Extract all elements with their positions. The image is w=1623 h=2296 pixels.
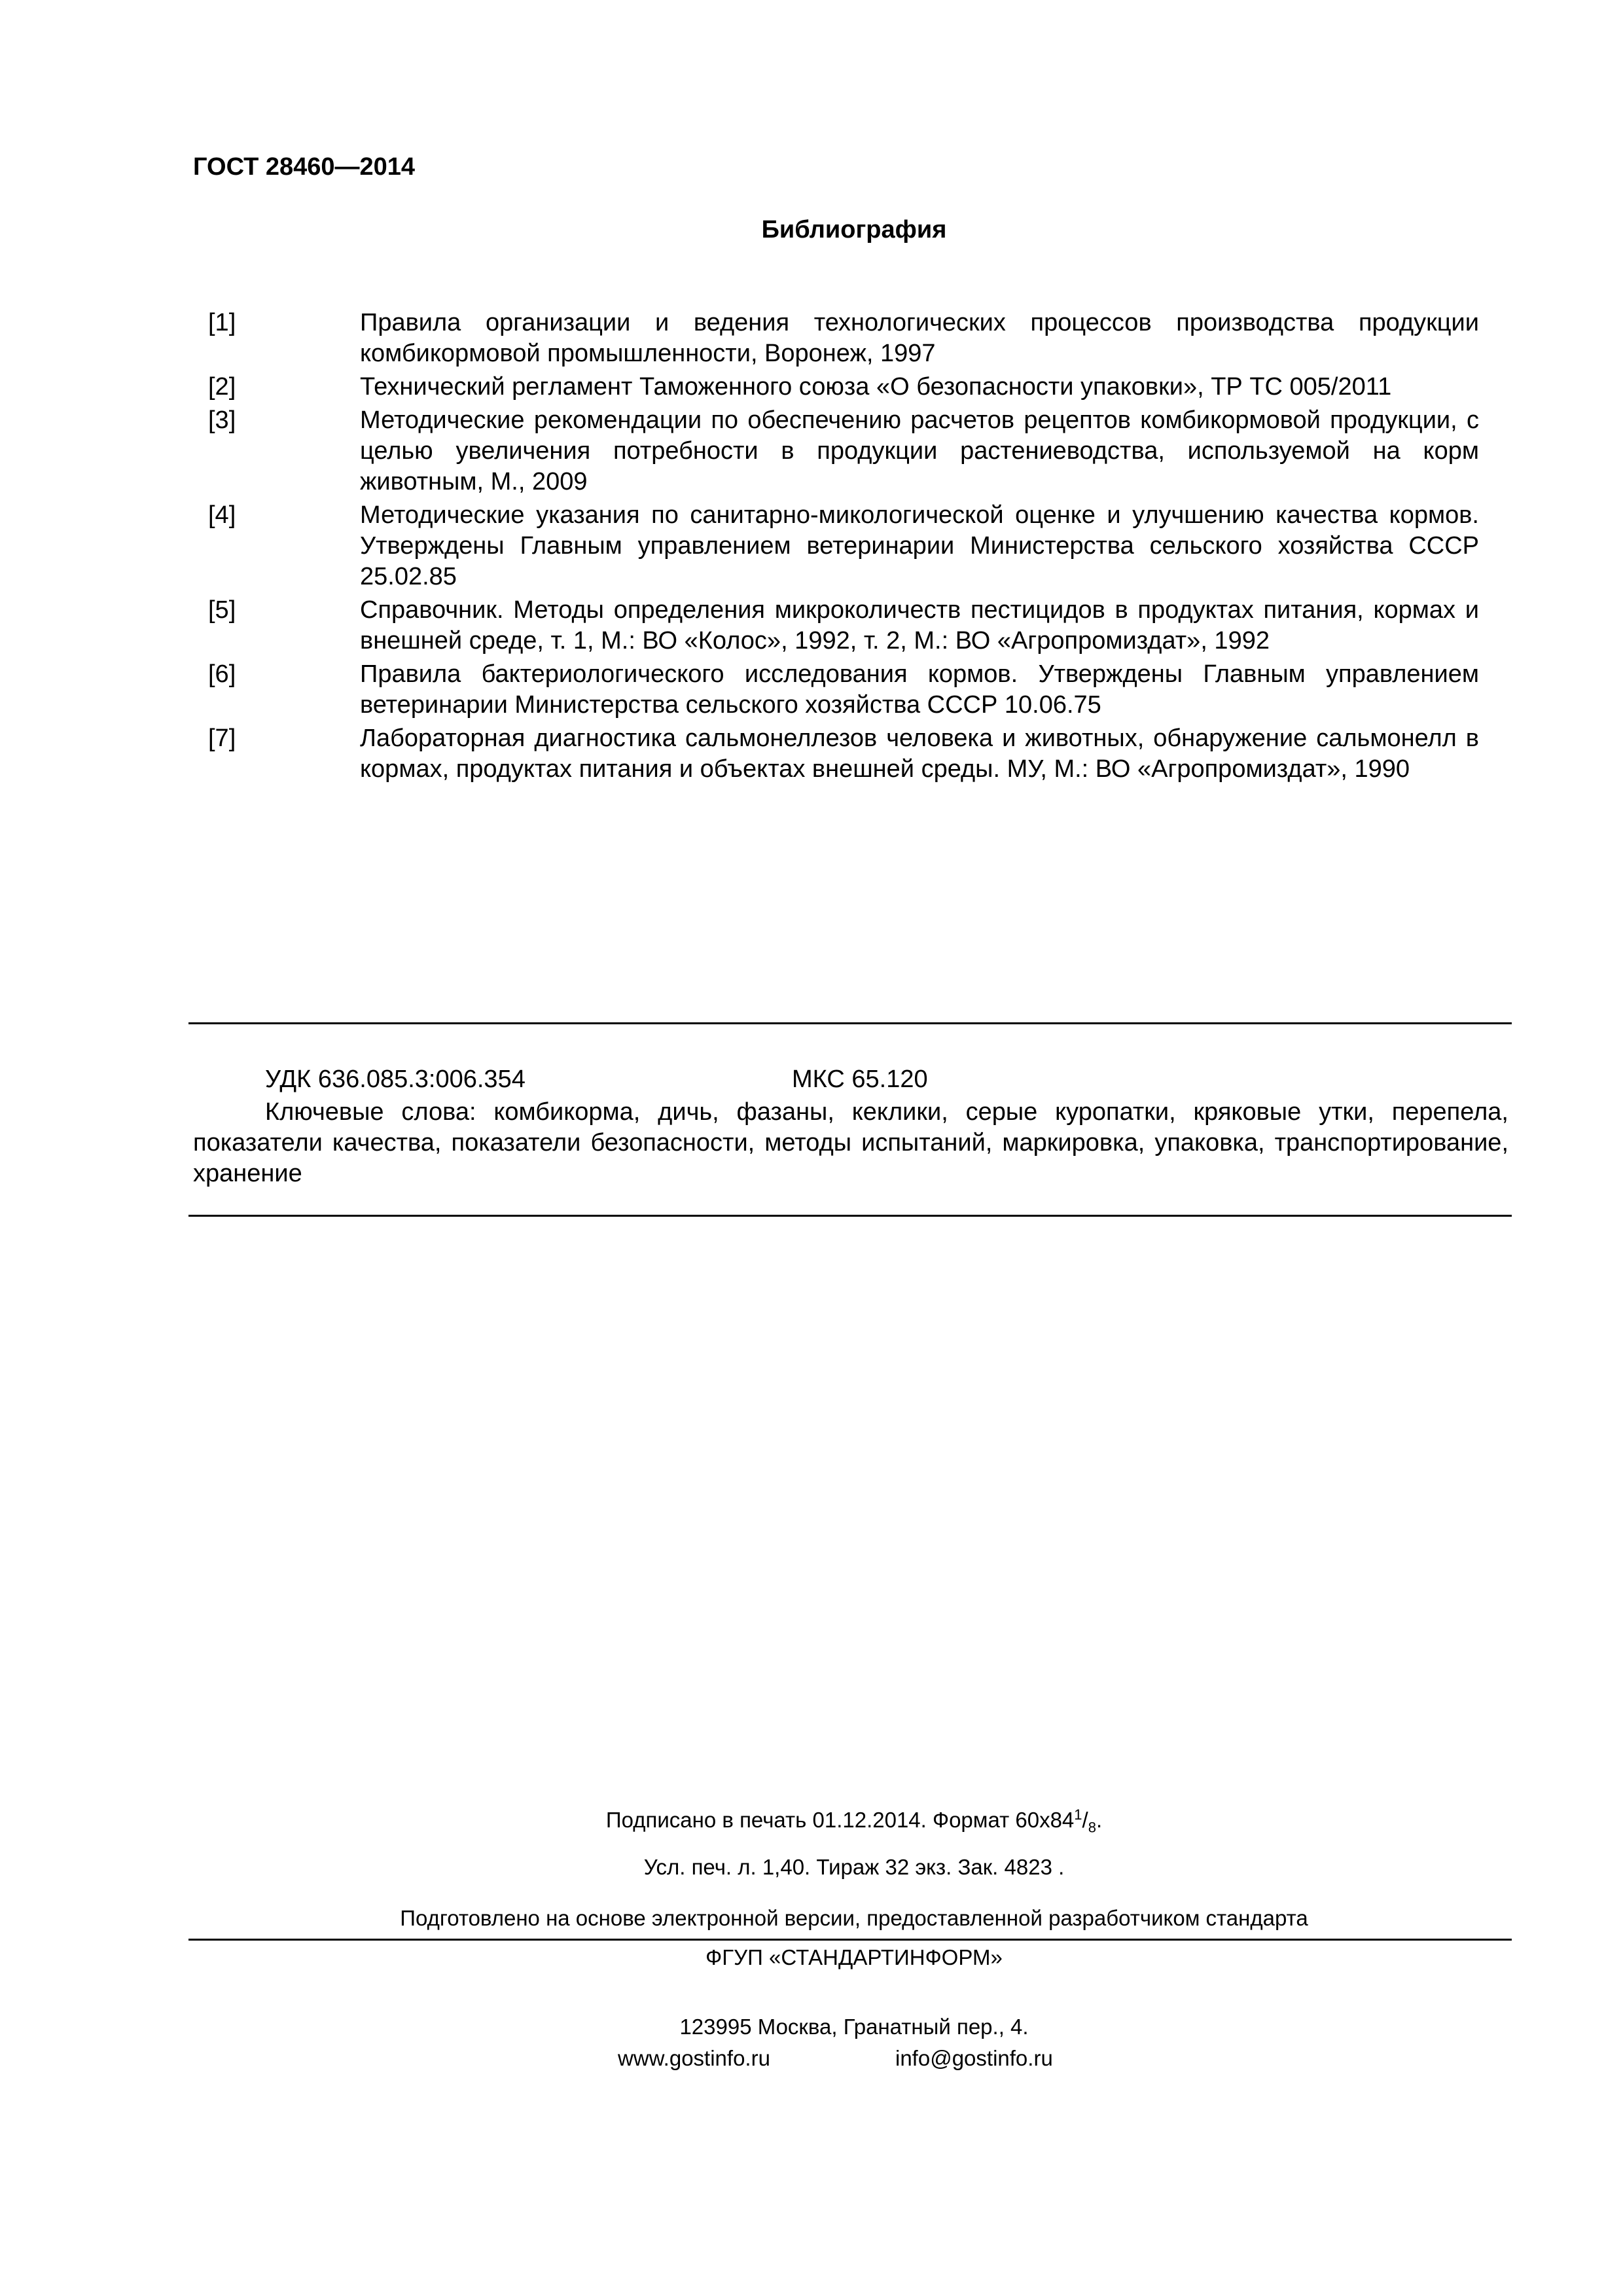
entry-number: [7] xyxy=(208,725,236,752)
entry-number: [3] xyxy=(208,406,236,434)
divider xyxy=(188,1215,1512,1217)
entry-number: [5] xyxy=(208,596,236,624)
bibliography-entry xyxy=(196,723,1479,785)
format-sub: 8 xyxy=(1088,1819,1096,1836)
publisher-address: 123995 Москва, Гранатный пер., 4. xyxy=(679,2015,1029,2039)
bibliography-entry xyxy=(196,308,1479,369)
standard-number: ГОСТ 28460—2014 xyxy=(193,153,416,181)
entry-number: [1] xyxy=(208,309,236,336)
bibliography-entry xyxy=(196,595,1479,656)
format-sup: 1 xyxy=(1074,1806,1082,1823)
entry-text: Методические указания по санитарно-микологической оценке и улучшению качества кормов. Утверждены Главным управлением ветеринарии Министерства сельского хозяйства СССР 25.02.85 xyxy=(360,501,1479,590)
entry-text: Технический регламент Таможенного союза «О безопасности упаковки», ТР ТС 005/2011 xyxy=(360,373,1392,401)
entry-text: Методические рекомендации по обеспечению расчетов рецептов комбикормовой продукции, с целью увеличения потребности в продукции растениеводства, используемой на корм животным, М., 2009 xyxy=(360,406,1479,495)
keywords: Ключевые слова: комбикорма, дичь, фазаны, кеклики, серые куропатки, кряковые утки, перепела, показатели качества, показатели безопасности, методы испытаний, маркировка, упаковка, транспортирование, хранение xyxy=(193,1098,1508,1187)
bibliography-list xyxy=(196,308,1479,785)
imprint-signed-text: Подписано в печать 01.12.2014. Формат 60х84 xyxy=(605,1808,1075,1832)
entry-number: [2] xyxy=(208,373,236,401)
entry-number: [6] xyxy=(208,660,236,688)
publisher-name: ФГУП «СТАНДАРТИНФОРМ» xyxy=(705,1945,1003,1969)
imprint-print-info: Усл. печ. л. 1,40. Тираж 32 экз. Зак. 4823 . xyxy=(643,1855,1065,1879)
entry-text: Лабораторная диагностика сальмонеллезов человека и животных, обнаружение сальмонелл в кормах, продуктах питания и объектах внешней среды. МУ, М.: ВО «Агропромиздат», 1990 xyxy=(360,725,1479,783)
udk-code: УДК 636.085.3:006.354 xyxy=(265,1066,526,1093)
publisher-email[interactable]: info@gostinfo.ru xyxy=(895,2046,1053,2070)
bibliography-entry xyxy=(196,659,1479,721)
mks-code: МКС 65.120 xyxy=(792,1066,928,1093)
bibliography-title: Библиография xyxy=(761,216,947,243)
divider xyxy=(188,1939,1512,1941)
imprint-signed: Подписано в печать 01.12.2014. Формат $60х84^1/_8$. xyxy=(605,1806,1103,1836)
bibliography-entry xyxy=(196,372,1479,403)
bibliography-entry xyxy=(196,405,1479,497)
imprint-prepared: Подготовлено на основе электронной версии, предоставленной разработчиком стандарта xyxy=(400,1906,1308,1930)
entry-number: [4] xyxy=(208,501,236,529)
bibliography-entry xyxy=(196,500,1479,592)
entry-text: Справочник. Методы определения микроколичеств пестицидов в продуктах питания, кормах и внешней среде, т. 1, М.: ВО «Колос», 1992, т. 2, М.: ВО «Агропромиздат», 1992 xyxy=(360,596,1479,655)
entry-text: Правила организации и ведения технологических процессов производства продукции комбикормовой промышленности, Воронеж, 1997 xyxy=(360,309,1479,367)
divider xyxy=(188,1022,1512,1024)
entry-text: Правила бактериологического исследования кормов. Утверждены Главным управлением ветеринарии Министерства сельского хозяйства СССР 10.06.75 xyxy=(360,660,1479,719)
publisher-website[interactable]: www.gostinfo.ru xyxy=(618,2046,770,2070)
